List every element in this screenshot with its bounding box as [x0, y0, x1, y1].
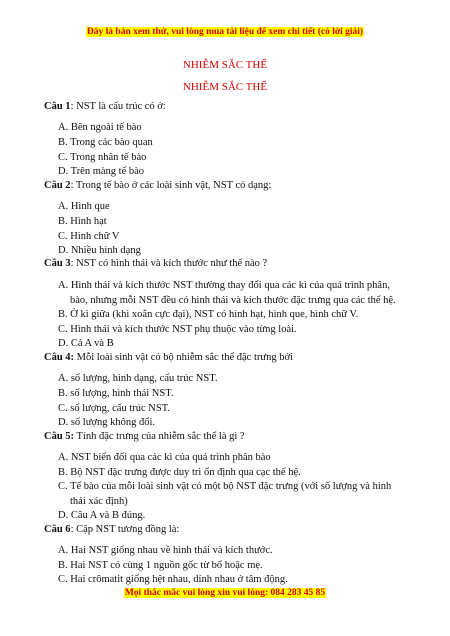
option: A. số lượng, hình dạng, cấu trúc NST. — [58, 373, 218, 384]
question-text: : Cặp NST tương đồng là: — [70, 524, 180, 535]
preview-banner-text: Đây là bản xem thử, vui lòng mua tài liệu để xem chi tiết (có lời giải) — [86, 27, 364, 37]
option: B. Hai NST có cùng 1 nguồn gốc từ bố hoặc mẹ. — [58, 560, 263, 571]
question-text: : Trong tế bào ở các loài sinh vật, NST có dạng: — [70, 180, 272, 191]
option: C. Hình thái và kích thước NST phụ thuộc vào từng loài. — [58, 324, 297, 335]
option: B. Bộ NST đặc trưng được duy trì ổn định qua cạc thế hệ. — [58, 467, 301, 478]
question-label: Câu 3 — [44, 258, 71, 269]
option: B. Hình hạt — [58, 216, 107, 227]
option: A. Hình que — [58, 201, 110, 212]
preview-banner — [0, 27, 450, 37]
question-text: : NST là cấu trúc có ở: — [70, 101, 166, 112]
option: C. Tế bào của mỗi loài sinh vật có một bộ NST đặc trưng (với số lượng và hình — [58, 481, 392, 492]
question-label: Câu 5: — [44, 431, 75, 442]
option: A. Hai NST giống nhau về hình thái và kích thước. — [58, 545, 273, 556]
doc-subtitle: NHIỄM SẮC THỂ — [182, 81, 268, 93]
option: B. Trong các bào quan — [58, 137, 153, 148]
question-4 — [44, 352, 293, 363]
option: D. Cả A và B — [58, 338, 114, 349]
question-label: Câu 4: — [44, 352, 75, 363]
question-5 — [44, 431, 245, 442]
option-continuation: bào, nhưng mỗi NST đều có hình thái và kích thước đặc trưng qua các thế hệ. — [70, 295, 396, 306]
question-3 — [44, 258, 267, 269]
option: C. Hai crômatit giống hệt nhau, dính nhau ở tâm động. — [58, 574, 288, 585]
doc-title: NHIỄM SẮC THỂ — [182, 59, 268, 71]
option-continuation: thái xác định) — [70, 496, 128, 507]
option: C. Hình chữ V — [58, 231, 120, 242]
question-2 — [44, 180, 271, 191]
option: D. số lượng không đổi. — [58, 417, 155, 428]
option: D. Câu A và B đúng. — [58, 510, 146, 521]
question-label: Câu 6 — [44, 524, 71, 535]
option: C. Trong nhân tế bào — [58, 152, 147, 163]
option: C. số lượng, cấu trúc NST. — [58, 403, 170, 414]
question-label: Câu 1 — [44, 101, 71, 112]
question-text: : NST có hình thái và kích thước như thế nào ? — [70, 258, 268, 269]
option: A. Bên ngoài tế bào — [58, 122, 142, 133]
option: B. Ở kì giữa (khi xoắn cực đại), NST có hình hạt, hình que, hình chữ V. — [58, 309, 359, 320]
question-text: Tính đặc trưng của nhiễm sắc thể là gì ? — [74, 431, 245, 442]
option: A. NST biến đổi qua các kì của quá trình phân bào — [58, 452, 271, 463]
contact-banner-text: Mọi thắc mắc vui lòng xin vui lòng: 084 283 45 85 — [124, 588, 326, 598]
question-6 — [44, 524, 179, 535]
option: D. Trên màng tế bào — [58, 166, 145, 177]
contact-banner — [0, 588, 450, 598]
option: A. Hình thái và kích thước NST thường thay đổi qua các kì của quá trình phân, — [58, 280, 390, 291]
question-1 — [44, 101, 166, 112]
option: D. Nhiều hình dạng — [58, 245, 141, 256]
question-label: Câu 2 — [44, 180, 71, 191]
option: B. số lượng, hình thái NST. — [58, 388, 174, 399]
question-text: Mỗi loài sinh vật có bộ nhiễm sắc thể đặc trưng bởi — [74, 352, 293, 363]
